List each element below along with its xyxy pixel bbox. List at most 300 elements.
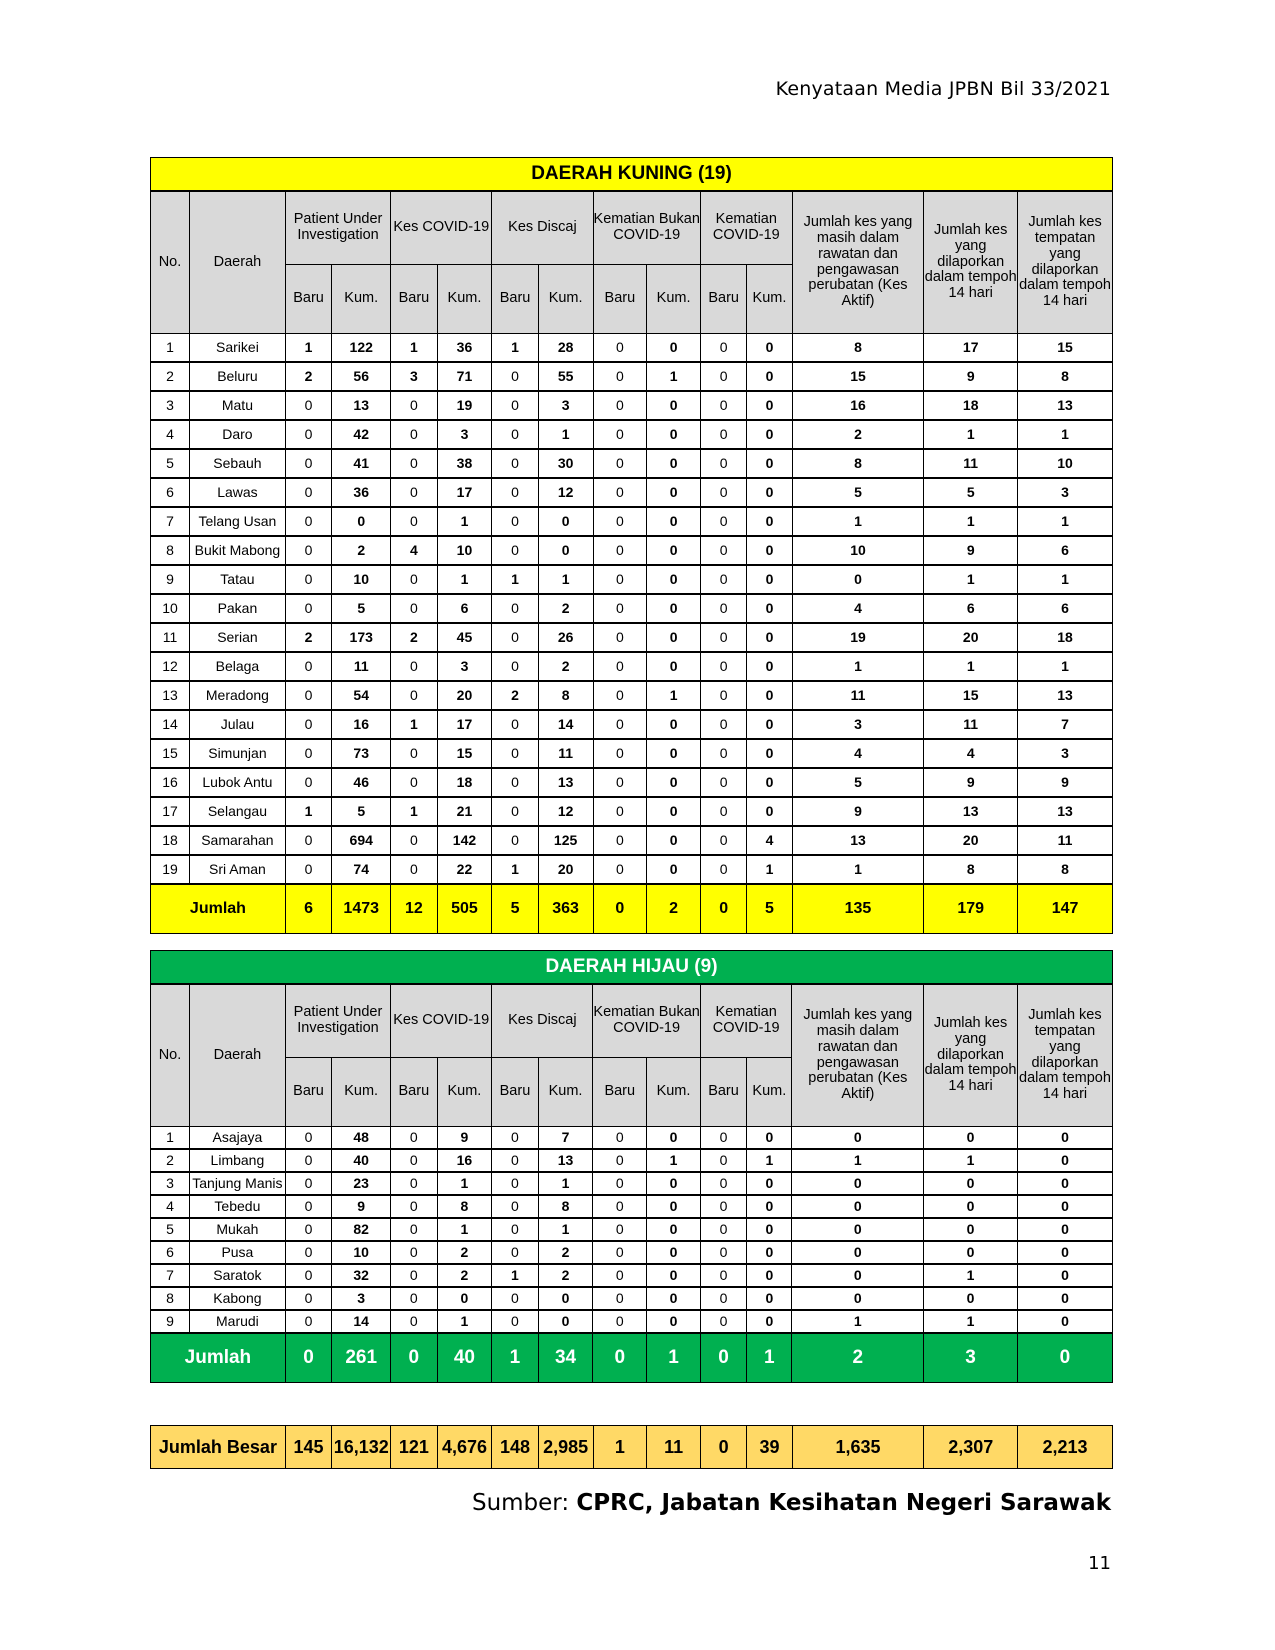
data-cell: 0 bbox=[924, 1241, 1018, 1264]
table-row bbox=[151, 420, 1113, 449]
daerah-cell: Saratok bbox=[189, 1264, 285, 1287]
data-cell: 16 bbox=[332, 710, 391, 739]
total-cell: 0 bbox=[285, 1333, 331, 1383]
data-cell: 5 bbox=[924, 478, 1018, 507]
data-cell: 0 bbox=[792, 1241, 924, 1264]
data-cell: 21 bbox=[437, 797, 492, 826]
data-cell: 0 bbox=[700, 478, 746, 507]
data-cell: 0 bbox=[700, 420, 746, 449]
data-cell: 3 bbox=[391, 362, 437, 391]
data-cell: 0 bbox=[593, 478, 647, 507]
data-cell: 16 bbox=[792, 391, 924, 420]
data-cell: 13 bbox=[924, 797, 1018, 826]
data-cell: 1 bbox=[492, 334, 538, 363]
data-cell: 0 bbox=[285, 1127, 331, 1150]
data-cell: 0 bbox=[492, 1127, 538, 1150]
data-cell: 2 bbox=[391, 623, 437, 652]
data-cell: 2 bbox=[437, 1241, 492, 1264]
data-cell: 1 bbox=[647, 1149, 701, 1172]
data-cell: 2 bbox=[492, 681, 538, 710]
data-cell: 0 bbox=[593, 1287, 647, 1310]
data-cell: 13 bbox=[332, 391, 391, 420]
daerah-cell: Lubok Antu bbox=[189, 768, 285, 797]
data-cell: 0 bbox=[285, 478, 331, 507]
col-header-baru: Baru bbox=[492, 1058, 538, 1127]
data-cell: 0 bbox=[492, 1149, 538, 1172]
data-cell: 0 bbox=[700, 652, 746, 681]
data-cell: 6 bbox=[1018, 594, 1113, 623]
data-cell: 0 bbox=[391, 507, 437, 536]
col-header-kes-covid: Kes COVID-19 bbox=[391, 984, 492, 1058]
data-cell: 0 bbox=[492, 710, 538, 739]
col-header-kum: Kum. bbox=[747, 1058, 792, 1127]
col-header-kes-covid: Kes COVID-19 bbox=[391, 191, 492, 265]
data-cell: 1 bbox=[492, 855, 538, 884]
daerah-cell: Limbang bbox=[189, 1149, 285, 1172]
data-cell: 13 bbox=[1018, 797, 1113, 826]
data-cell: 2 bbox=[538, 1264, 593, 1287]
total-cell: 0 bbox=[700, 1333, 746, 1383]
col-header-kum: Kum. bbox=[437, 1058, 492, 1127]
data-cell: 0 bbox=[700, 362, 746, 391]
data-cell: 1 bbox=[924, 1310, 1018, 1333]
data-cell: 0 bbox=[647, 1287, 701, 1310]
data-cell: 4 bbox=[792, 739, 924, 768]
total-cell: 40 bbox=[437, 1333, 492, 1383]
total-label: Jumlah bbox=[151, 884, 286, 934]
daerah-cell: Asajaya bbox=[189, 1127, 285, 1150]
data-cell: 0 bbox=[593, 507, 647, 536]
data-cell: 55 bbox=[538, 362, 593, 391]
col-header-kum: Kum. bbox=[332, 1058, 391, 1127]
data-cell: 9 bbox=[1018, 768, 1113, 797]
data-cell: 0 bbox=[593, 594, 647, 623]
data-cell: 4 bbox=[792, 594, 924, 623]
data-cell: 45 bbox=[437, 623, 492, 652]
data-cell: 2 bbox=[538, 594, 593, 623]
col-header-kum: Kum. bbox=[647, 265, 701, 334]
data-cell: 0 bbox=[492, 1195, 538, 1218]
data-cell: 122 bbox=[332, 334, 391, 363]
daerah-cell: Telang Usan bbox=[189, 507, 285, 536]
table-row bbox=[151, 391, 1113, 420]
col-header-kum: Kum. bbox=[747, 265, 792, 334]
data-cell: 3 bbox=[538, 391, 593, 420]
total-cell: 1473 bbox=[332, 884, 391, 934]
data-cell: 0 bbox=[492, 768, 538, 797]
data-cell: 8 bbox=[792, 449, 924, 478]
daerah-cell: Simunjan bbox=[189, 739, 285, 768]
source-value: CPRC, Jabatan Kesihatan Negeri Sarawak bbox=[576, 1490, 1111, 1516]
data-cell: 0 bbox=[700, 507, 746, 536]
table-row bbox=[151, 710, 1113, 739]
data-cell: 0 bbox=[700, 797, 746, 826]
daerah-cell: Meradong bbox=[189, 681, 285, 710]
data-cell: 0 bbox=[492, 826, 538, 855]
data-cell: 0 bbox=[593, 449, 647, 478]
data-cell: 12 bbox=[151, 652, 190, 681]
data-cell: 0 bbox=[647, 449, 701, 478]
data-cell: 9 bbox=[924, 536, 1018, 565]
data-cell: 0 bbox=[747, 1127, 792, 1150]
data-cell: 0 bbox=[747, 1310, 792, 1333]
data-cell: 0 bbox=[391, 855, 437, 884]
data-cell: 0 bbox=[285, 507, 331, 536]
data-cell: 8 bbox=[924, 855, 1018, 884]
data-cell: 4 bbox=[391, 536, 437, 565]
table-row bbox=[151, 507, 1113, 536]
page-number: 11 bbox=[1088, 1553, 1111, 1574]
total-cell: 363 bbox=[538, 884, 593, 934]
data-cell: 1 bbox=[285, 797, 331, 826]
data-cell: 0 bbox=[792, 1172, 924, 1195]
data-cell: 0 bbox=[593, 681, 647, 710]
data-cell: 17 bbox=[151, 797, 190, 826]
col-header-tempatan: Jumlah kes tempatan yang dilaporkan dalam tempoh 14 hari bbox=[1017, 984, 1112, 1127]
col-header-kes-discaj: Kes Discaj bbox=[492, 984, 593, 1058]
col-header-kum: Kum. bbox=[647, 1058, 701, 1127]
table-row bbox=[151, 739, 1113, 768]
data-cell: 1 bbox=[1018, 565, 1113, 594]
data-cell: 0 bbox=[492, 652, 538, 681]
data-cell: 0 bbox=[538, 1310, 593, 1333]
col-header-kes-aktif: Jumlah kes yang masih dalam rawatan dan pengawasan perubatan (Kes Aktif) bbox=[792, 984, 924, 1127]
table-row bbox=[151, 594, 1113, 623]
data-cell: 0 bbox=[647, 797, 701, 826]
data-cell: 0 bbox=[700, 1195, 746, 1218]
data-cell: 3 bbox=[332, 1287, 391, 1310]
data-cell: 0 bbox=[391, 1195, 437, 1218]
table-row bbox=[151, 1241, 1113, 1264]
data-cell: 8 bbox=[151, 536, 190, 565]
data-cell: 56 bbox=[332, 362, 391, 391]
data-cell: 4 bbox=[151, 420, 190, 449]
data-cell: 1 bbox=[747, 1149, 792, 1172]
data-cell: 694 bbox=[332, 826, 391, 855]
data-cell: 0 bbox=[700, 1127, 746, 1150]
total-label: Jumlah bbox=[151, 1333, 286, 1383]
data-cell: 0 bbox=[593, 710, 647, 739]
data-cell: 1 bbox=[391, 797, 437, 826]
data-cell: 10 bbox=[151, 594, 190, 623]
data-cell: 11 bbox=[151, 623, 190, 652]
data-cell: 10 bbox=[437, 536, 492, 565]
data-cell: 0 bbox=[285, 420, 331, 449]
data-cell: 0 bbox=[593, 1127, 647, 1150]
table-row bbox=[151, 1195, 1113, 1218]
table-row bbox=[151, 1218, 1113, 1241]
data-cell: 0 bbox=[792, 1127, 924, 1150]
table-row bbox=[151, 768, 1113, 797]
data-cell: 0 bbox=[593, 362, 647, 391]
data-cell: 173 bbox=[332, 623, 391, 652]
data-cell: 0 bbox=[391, 1127, 437, 1150]
data-cell: 8 bbox=[1018, 855, 1113, 884]
data-cell: 0 bbox=[593, 739, 647, 768]
data-cell: 9 bbox=[924, 768, 1018, 797]
data-cell: 11 bbox=[538, 739, 593, 768]
data-cell: 0 bbox=[924, 1287, 1018, 1310]
data-cell: 1 bbox=[437, 1218, 492, 1241]
table-row bbox=[151, 536, 1113, 565]
data-cell: 1 bbox=[792, 652, 924, 681]
data-cell: 0 bbox=[492, 420, 538, 449]
col-header-dilaporkan: Jumlah kes yang dilaporkan dalam tempoh 14 hari bbox=[924, 984, 1018, 1127]
data-cell: 6 bbox=[1018, 536, 1113, 565]
total-cell: 0 bbox=[391, 1333, 437, 1383]
data-cell: 38 bbox=[437, 449, 492, 478]
data-cell: 0 bbox=[747, 1195, 792, 1218]
data-cell: 8 bbox=[151, 1287, 190, 1310]
data-cell: 20 bbox=[924, 826, 1018, 855]
data-cell: 9 bbox=[151, 565, 190, 594]
data-cell: 0 bbox=[1017, 1195, 1112, 1218]
total-cell: 2 bbox=[647, 884, 701, 934]
data-cell: 0 bbox=[747, 594, 792, 623]
data-cell: 0 bbox=[647, 1218, 701, 1241]
data-cell: 48 bbox=[332, 1127, 391, 1150]
data-cell: 0 bbox=[792, 1195, 924, 1218]
total-cell: 2,307 bbox=[924, 1426, 1018, 1469]
data-cell: 0 bbox=[700, 1264, 746, 1287]
total-cell: 1 bbox=[647, 1333, 701, 1383]
data-cell: 11 bbox=[792, 681, 924, 710]
data-cell: 1 bbox=[1018, 420, 1113, 449]
daerah-cell: Kabong bbox=[189, 1287, 285, 1310]
total-label: Jumlah Besar bbox=[151, 1426, 286, 1469]
total-cell: 39 bbox=[747, 1426, 792, 1469]
data-cell: 0 bbox=[593, 1149, 647, 1172]
data-cell: 1 bbox=[391, 334, 437, 363]
total-cell: 2,213 bbox=[1018, 1426, 1113, 1469]
data-cell: 73 bbox=[332, 739, 391, 768]
data-cell: 0 bbox=[391, 681, 437, 710]
data-cell: 0 bbox=[747, 710, 792, 739]
col-header-tempatan: Jumlah kes tempatan yang dilaporkan dalam tempoh 14 hari bbox=[1018, 191, 1113, 334]
data-cell: 0 bbox=[1017, 1310, 1112, 1333]
data-cell: 0 bbox=[747, 536, 792, 565]
data-cell: 0 bbox=[747, 768, 792, 797]
col-header-kematian-bukan: Kematian Bukan COVID-19 bbox=[593, 984, 700, 1058]
data-cell: 0 bbox=[285, 710, 331, 739]
data-cell: 0 bbox=[285, 449, 331, 478]
col-header-baru: Baru bbox=[700, 1058, 746, 1127]
data-cell: 16 bbox=[437, 1149, 492, 1172]
data-cell: 0 bbox=[391, 391, 437, 420]
data-cell: 0 bbox=[391, 1241, 437, 1264]
data-cell: 1 bbox=[792, 1310, 924, 1333]
data-cell: 6 bbox=[151, 1241, 190, 1264]
col-header-baru: Baru bbox=[285, 265, 331, 334]
data-cell: 13 bbox=[1018, 391, 1113, 420]
data-cell: 0 bbox=[285, 1264, 331, 1287]
daerah-cell: Marudi bbox=[189, 1310, 285, 1333]
daerah-cell: Tebedu bbox=[189, 1195, 285, 1218]
data-cell: 5 bbox=[151, 1218, 190, 1241]
data-cell: 0 bbox=[647, 768, 701, 797]
total-cell: 148 bbox=[492, 1426, 538, 1469]
col-header-kum: Kum. bbox=[538, 265, 593, 334]
data-cell: 13 bbox=[151, 681, 190, 710]
data-cell: 36 bbox=[437, 334, 492, 363]
data-cell: 74 bbox=[332, 855, 391, 884]
total-cell: 135 bbox=[792, 884, 924, 934]
daerah-cell: Serian bbox=[189, 623, 285, 652]
data-cell: 28 bbox=[538, 334, 593, 363]
table-title: DAERAH HIJAU (9) bbox=[151, 951, 1113, 985]
data-cell: 0 bbox=[1017, 1149, 1112, 1172]
data-cell: 3 bbox=[151, 1172, 190, 1195]
data-cell: 0 bbox=[924, 1127, 1018, 1150]
data-cell: 0 bbox=[700, 565, 746, 594]
col-header-kum: Kum. bbox=[437, 265, 492, 334]
grand-total-table bbox=[150, 1425, 1113, 1469]
total-cell: 34 bbox=[538, 1333, 593, 1383]
data-cell: 0 bbox=[747, 449, 792, 478]
data-cell: 5 bbox=[332, 797, 391, 826]
data-cell: 1 bbox=[1018, 507, 1113, 536]
data-cell: 0 bbox=[285, 1149, 331, 1172]
data-cell: 0 bbox=[391, 768, 437, 797]
data-cell: 1 bbox=[924, 420, 1018, 449]
data-cell: 30 bbox=[538, 449, 593, 478]
total-cell: 16,132 bbox=[332, 1426, 391, 1469]
table-row bbox=[151, 362, 1113, 391]
data-cell: 0 bbox=[747, 797, 792, 826]
data-cell: 1 bbox=[538, 565, 593, 594]
data-cell: 0 bbox=[285, 594, 331, 623]
data-cell: 0 bbox=[1017, 1172, 1112, 1195]
daerah-cell: Lawas bbox=[189, 478, 285, 507]
data-cell: 0 bbox=[492, 507, 538, 536]
data-cell: 0 bbox=[593, 1310, 647, 1333]
data-cell: 0 bbox=[647, 507, 701, 536]
data-cell: 18 bbox=[1018, 623, 1113, 652]
col-header-kum: Kum. bbox=[538, 1058, 593, 1127]
data-cell: 0 bbox=[593, 1218, 647, 1241]
data-cell: 0 bbox=[285, 1218, 331, 1241]
data-cell: 18 bbox=[437, 768, 492, 797]
data-cell: 1 bbox=[924, 1264, 1018, 1287]
data-cell: 4 bbox=[747, 826, 792, 855]
total-cell: 1 bbox=[492, 1333, 538, 1383]
total-cell: 145 bbox=[285, 1426, 331, 1469]
data-cell: 0 bbox=[285, 1195, 331, 1218]
data-cell: 0 bbox=[747, 739, 792, 768]
daerah-cell: Pusa bbox=[189, 1241, 285, 1264]
data-cell: 1 bbox=[391, 710, 437, 739]
data-cell: 0 bbox=[593, 652, 647, 681]
data-cell: 0 bbox=[391, 420, 437, 449]
data-cell: 0 bbox=[700, 334, 746, 363]
data-cell: 17 bbox=[437, 710, 492, 739]
data-cell: 8 bbox=[538, 1195, 593, 1218]
data-cell: 2 bbox=[285, 623, 331, 652]
total-cell: 4,676 bbox=[437, 1426, 492, 1469]
data-cell: 0 bbox=[285, 1310, 331, 1333]
data-cell: 0 bbox=[700, 623, 746, 652]
data-cell: 0 bbox=[700, 391, 746, 420]
daerah-cell: Tatau bbox=[189, 565, 285, 594]
total-cell: 0 bbox=[1017, 1333, 1112, 1383]
total-cell: 261 bbox=[332, 1333, 391, 1383]
data-cell: 0 bbox=[391, 449, 437, 478]
data-cell: 0 bbox=[747, 362, 792, 391]
data-cell: 17 bbox=[437, 478, 492, 507]
data-cell: 0 bbox=[285, 739, 331, 768]
data-cell: 0 bbox=[747, 507, 792, 536]
table-row bbox=[151, 1264, 1113, 1287]
total-cell: 121 bbox=[391, 1426, 437, 1469]
kuning-body bbox=[151, 334, 1113, 885]
data-cell: 0 bbox=[1017, 1241, 1112, 1264]
data-cell: 0 bbox=[492, 623, 538, 652]
data-cell: 18 bbox=[924, 391, 1018, 420]
daerah-cell: Selangau bbox=[189, 797, 285, 826]
data-cell: 14 bbox=[332, 1310, 391, 1333]
data-cell: 0 bbox=[700, 710, 746, 739]
data-cell: 7 bbox=[151, 507, 190, 536]
table-title: DAERAH KUNING (19) bbox=[151, 158, 1113, 192]
data-cell: 0 bbox=[700, 1310, 746, 1333]
data-cell: 20 bbox=[538, 855, 593, 884]
data-cell: 0 bbox=[285, 536, 331, 565]
data-cell: 0 bbox=[391, 1264, 437, 1287]
data-cell: 7 bbox=[538, 1127, 593, 1150]
data-cell: 0 bbox=[593, 1172, 647, 1195]
col-header-kum: Kum. bbox=[332, 265, 391, 334]
total-cell: 3 bbox=[924, 1333, 1018, 1383]
data-cell: 15 bbox=[1018, 334, 1113, 363]
data-cell: 0 bbox=[747, 1218, 792, 1241]
data-cell: 5 bbox=[332, 594, 391, 623]
data-cell: 0 bbox=[391, 1310, 437, 1333]
data-cell: 0 bbox=[647, 710, 701, 739]
hijau-total-row bbox=[151, 1333, 1113, 1383]
data-cell: 11 bbox=[1018, 826, 1113, 855]
data-cell: 0 bbox=[492, 1310, 538, 1333]
data-cell: 6 bbox=[924, 594, 1018, 623]
table-row bbox=[151, 1127, 1113, 1150]
data-cell: 1 bbox=[437, 565, 492, 594]
data-cell: 0 bbox=[285, 391, 331, 420]
data-cell: 0 bbox=[647, 652, 701, 681]
table-row bbox=[151, 623, 1113, 652]
data-cell: 5 bbox=[792, 478, 924, 507]
col-header-kes-aktif: Jumlah kes yang masih dalam rawatan dan pengawasan perubatan (Kes Aktif) bbox=[792, 191, 924, 334]
data-cell: 15 bbox=[924, 681, 1018, 710]
data-cell: 0 bbox=[1017, 1218, 1112, 1241]
data-cell: 8 bbox=[538, 681, 593, 710]
data-cell: 1 bbox=[924, 565, 1018, 594]
data-cell: 0 bbox=[492, 739, 538, 768]
total-cell: 5 bbox=[492, 884, 538, 934]
daerah-cell: Pakan bbox=[189, 594, 285, 623]
data-cell: 16 bbox=[151, 768, 190, 797]
source-label: Sumber: bbox=[471, 1490, 570, 1516]
data-cell: 0 bbox=[792, 565, 924, 594]
data-cell: 0 bbox=[391, 1149, 437, 1172]
data-cell: 8 bbox=[437, 1195, 492, 1218]
data-cell: 0 bbox=[647, 1310, 701, 1333]
col-header-no: No. bbox=[151, 191, 190, 334]
col-header-baru: Baru bbox=[492, 265, 538, 334]
data-cell: 0 bbox=[747, 1287, 792, 1310]
data-cell: 3 bbox=[1018, 739, 1113, 768]
table-row bbox=[151, 652, 1113, 681]
data-cell: 0 bbox=[285, 652, 331, 681]
col-header-baru: Baru bbox=[593, 1058, 647, 1127]
